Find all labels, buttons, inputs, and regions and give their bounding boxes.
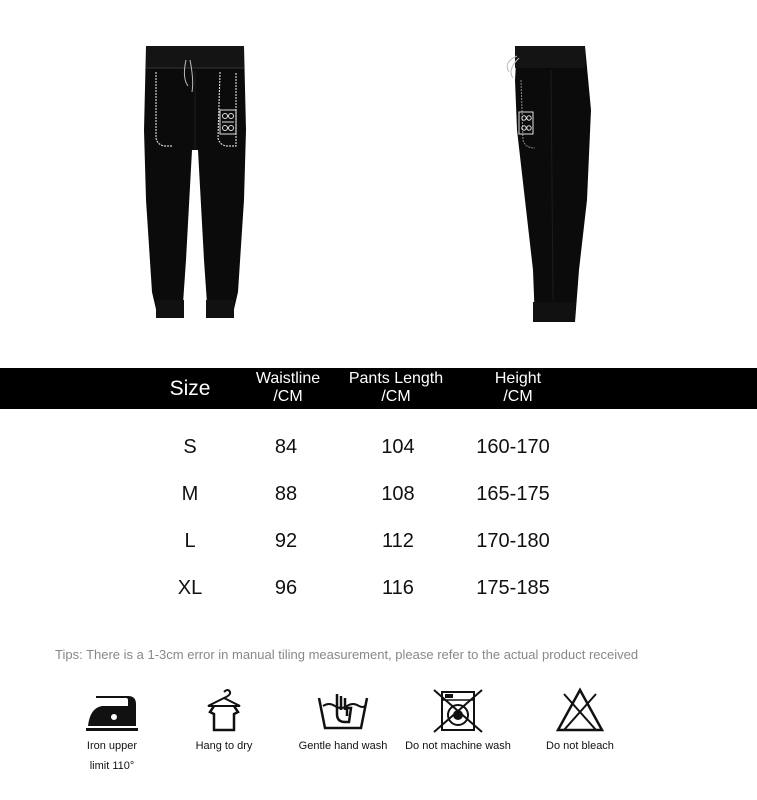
header-height-unit: /CM [503,388,533,405]
pants-length-cell: 116 [382,577,414,599]
product-photos [0,0,757,360]
care-label: Iron upper [86,740,138,752]
header-height [458,370,578,406]
size-cell: M [181,483,199,505]
care-item-hang-dry [184,686,264,756]
size-cell: S [183,436,197,458]
table-row [0,432,757,462]
waistline-cell: 84 [274,436,298,458]
pants-length-cell: 104 [381,436,415,458]
table-row [0,573,757,603]
care-label: Gentle hand wash [298,740,388,752]
height-cell: 165-175 [476,483,550,505]
care-item-no-bleach [536,686,624,756]
header-size: Size [169,377,211,400]
pants-front-image [130,0,260,340]
header-pants-length-label: Pants Length [348,370,444,387]
height-cell: 175-185 [476,577,550,599]
care-label: Do not machine wash [405,740,511,752]
no-bleach-icon [550,686,610,736]
pants-length-cell: 112 [382,530,414,552]
table-row [0,526,757,556]
header-pants-length [336,370,456,406]
hand-wash-icon [313,686,373,736]
care-label: Do not bleach [546,740,614,752]
care-item-iron [72,686,152,776]
height-cell: 170-180 [476,530,550,552]
pants-length-cell: 108 [381,483,415,505]
pants-side-image [495,0,605,340]
care-item-hand-wash [290,686,396,756]
header-waistline-unit: /CM [273,388,303,405]
care-label-line2: limit 110° [89,760,135,772]
size-cell: XL [177,577,203,599]
table-row [0,479,757,509]
hang-dry-icon [194,686,254,736]
no-machine-wash-icon [428,686,488,736]
height-cell: 160-170 [476,436,550,458]
header-pants-length-unit: /CM [381,388,411,405]
care-item-no-machine-wash [399,686,517,756]
header-waistline [233,370,343,406]
size-table-header [0,368,757,409]
measurement-tips: Tips: There is a 1-3cm error in manual tiling measurement, please refer to the actual product received [55,647,639,662]
waistline-cell: 88 [274,483,298,505]
iron-icon [82,686,142,736]
header-height-label: Height [494,370,542,387]
care-label: Hang to dry [195,740,253,752]
size-cell: L [184,530,196,552]
waistline-cell: 92 [274,530,298,552]
waistline-cell: 96 [274,577,298,599]
header-waistline-label: Waistline [255,370,321,387]
